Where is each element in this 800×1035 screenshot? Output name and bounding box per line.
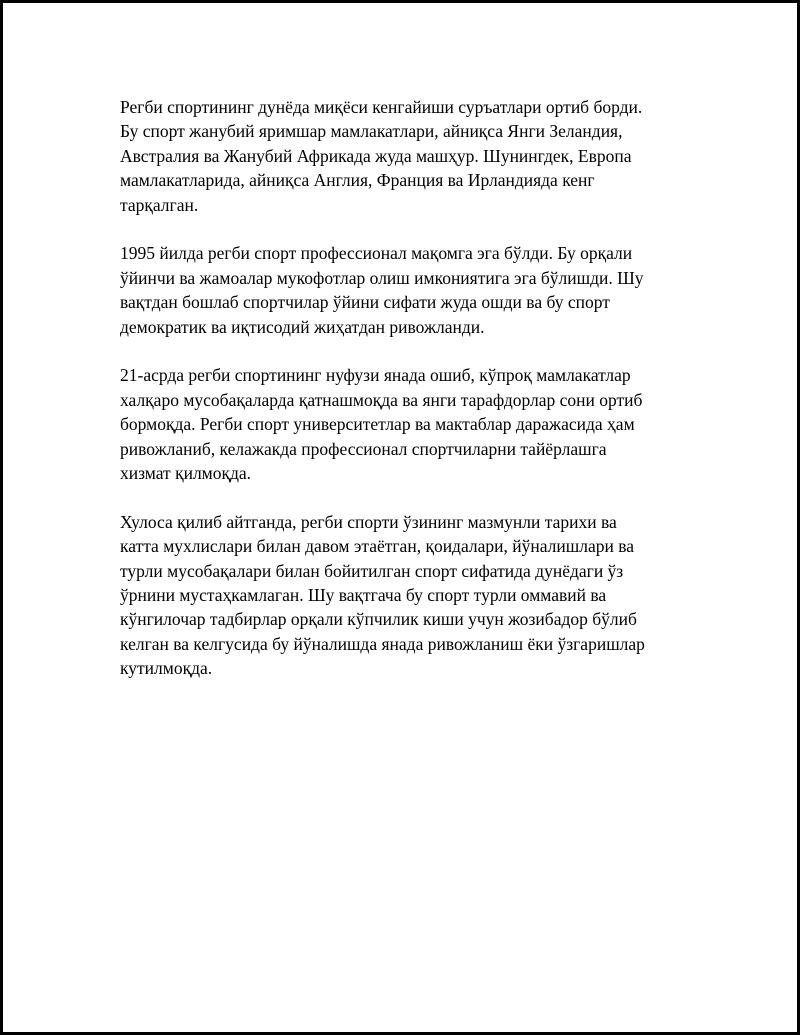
paragraph-4	[120, 510, 720, 681]
paragraph-line: 1995 йилда регби спорт профессионал мақомга эга бўлди. Бу орқали	[120, 243, 633, 264]
paragraph-line: Бу спорт жанубий яримшар мамлакатлари, айниқса Янги Зеландия,	[120, 121, 623, 142]
paragraph-line: хизмат қилмоқда.	[120, 463, 252, 484]
paragraph-line: кўнгилочар тадбирлар орқали кўпчилик киши учун жозибадор бўлиб	[120, 609, 637, 630]
paragraph-line: катта мухлислари билан давом этаётган, қоидалари, йўналишлари ва	[120, 536, 635, 557]
paragraph-line: вақтдан бошлаб спортчилар ўйини сифати жуда ошди ва бу спорт	[120, 292, 610, 313]
paragraph-line: турли мусобақалари билан бойитилган спорт сифатида дунёдаги ўз	[120, 560, 624, 581]
paragraph-line: Австралия ва Жанубий Африкада жуда машҳур. Шунингдек, Европа	[120, 145, 632, 166]
paragraph-line: ривожланиб, келажакда профессионал спортчиларни тайёрлашга	[120, 438, 607, 459]
paragraph-2	[120, 241, 720, 339]
paragraph-1	[120, 95, 720, 217]
paragraph-3	[120, 363, 720, 485]
paragraph-line: ўрнини мустаҳкамлаган. Шу вақтгача бу спорт турли оммавий ва	[120, 585, 607, 606]
paragraph-line: мамлакатларида, айниқса Англия, Франция ва Ирландияда кенг	[120, 170, 595, 191]
paragraph-line: 21-асрда регби спортининг нуфузи янада ошиб, кўпроқ мамлакатлар	[120, 365, 631, 386]
document-body	[120, 95, 720, 705]
paragraph-line: демократик ва иқтисодий жиҳатдан ривожланди.	[120, 316, 485, 337]
paragraph-line: Хулоса қилиб айтганда, регби спорти ўзининг мазмунли тарихи ва	[120, 511, 617, 532]
paragraph-line: келган ва келгусида бу йўналишда янада ривожланиш ёки ўзгаришлар	[120, 633, 645, 654]
paragraph-line: тарқалган.	[120, 194, 199, 215]
paragraph-line: кутилмоқда.	[120, 658, 213, 679]
paragraph-line: бормоқда. Регби спорт университетлар ва мактаблар даражасида ҳам	[120, 414, 635, 435]
paragraph-line: Регби спортининг дунёда миқёси кенгайиши суръатлари ортиб борди.	[120, 97, 643, 117]
paragraph-line: халқаро мусобақаларда қатнашмоқда ва янги тарафдорлар сони ортиб	[120, 389, 643, 410]
paragraph-line: ўйинчи ва жамоалар мукофотлар олиш имкониятига эга бўлишди. Шу	[120, 267, 644, 288]
